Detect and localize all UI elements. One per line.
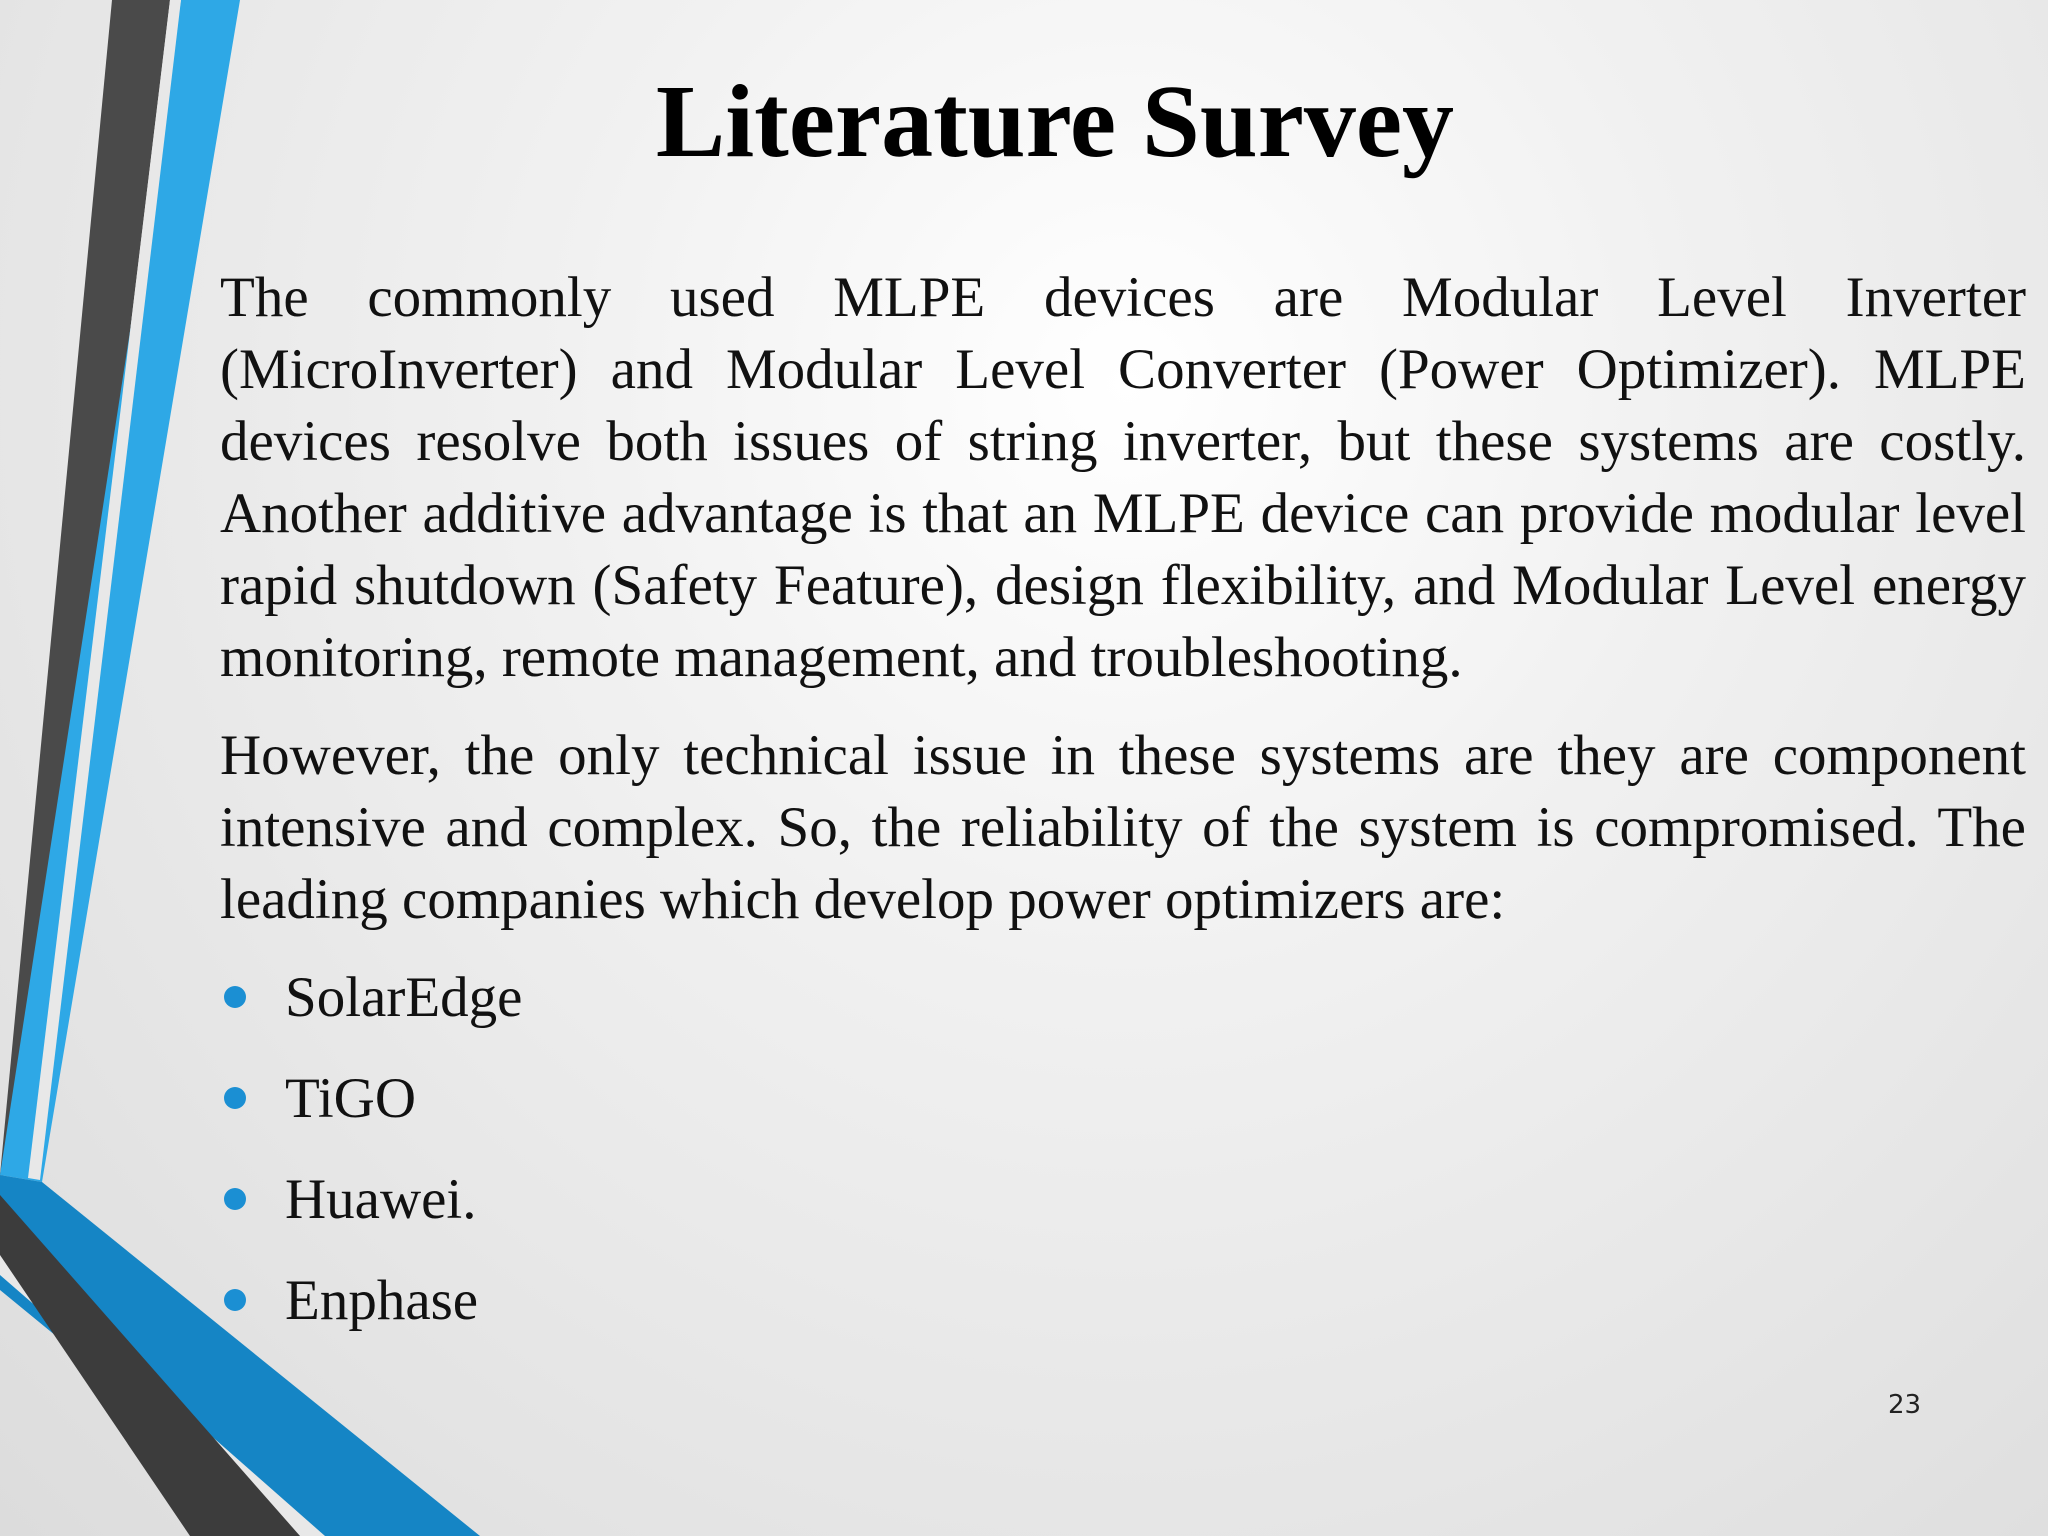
bullet-icon	[224, 1188, 246, 1210]
list-item-label: Enphase	[285, 1269, 479, 1332]
company-list	[220, 962, 2026, 1366]
bullet-icon	[224, 986, 246, 1008]
list-item	[220, 1265, 2026, 1366]
list-item-label: Huawei.	[285, 1168, 477, 1231]
list-item	[220, 1164, 2026, 1265]
paragraph-mlpe-devices: The commonly used MLPE devices are Modular Level Inverter (MicroInverter) and Modular Level Converter (Power Optimizer). MLPE devices resolve both issues of string inverter, but these systems are costly. Another additive advantage is that an MLPE device can provide modular level rapid shutdown (Safety Feature), design flexibility, and Modular Level energy monitoring, remote management, and troubleshooting.	[220, 266, 2026, 689]
bullet-icon	[224, 1289, 246, 1311]
page-number: 23	[1888, 1390, 1922, 1420]
slide-title: Literature Survey	[655, 64, 1455, 179]
list-item-label: TiGO	[285, 1067, 416, 1130]
paragraph-technical-issue: However, the only technical issue in these systems are they are component intensive and complex. So, the reliability of the system is compromised. The leading companies which develop power optimizers are:	[220, 724, 2026, 931]
list-item	[220, 962, 2026, 1063]
slide-body	[220, 262, 2026, 1366]
list-item-label: SolarEdge	[285, 966, 523, 1029]
bullet-icon	[224, 1087, 246, 1109]
dark-gray-stripe	[0, 0, 170, 1178]
list-item	[220, 1063, 2026, 1164]
